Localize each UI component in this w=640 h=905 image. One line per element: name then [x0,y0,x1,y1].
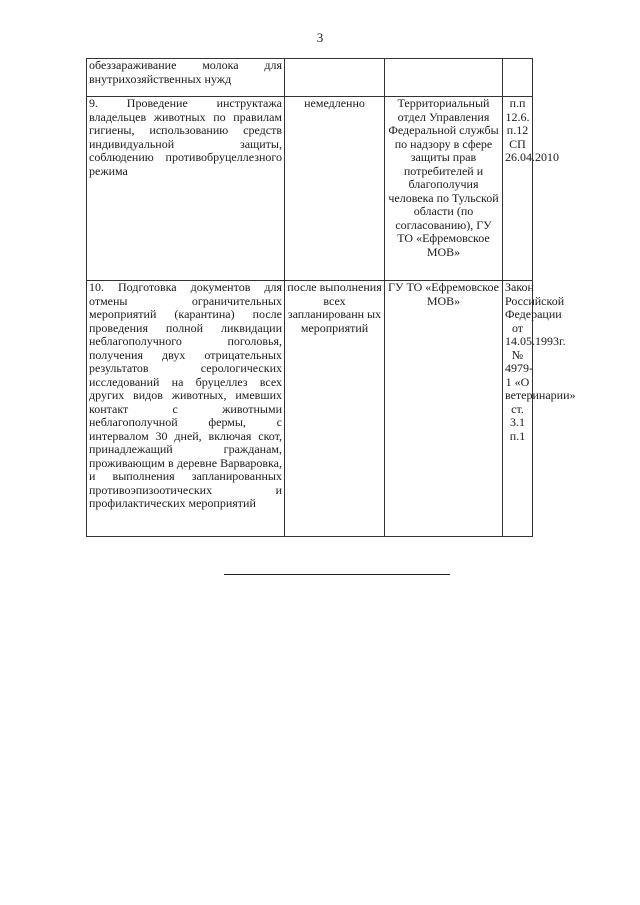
measure-cell: 9. Проведение инструктажа владельцев животных по правилам гигиены, использованию средств индивидуальной защиты, соблюдению противобруцеллезного режима [87,97,285,281]
measure-cell: обеззараживание молока для внутрихозяйственных нужд [87,59,285,97]
measure-cell: 10. Подготовка документов для отмены ограничительных мероприятий (карантина) после проведения полной ликвидации неблагополучного поголовья, получения двух отрицательных результатов серологических исследований на бруцеллез всех других видов животных, имевших контакт с животными неблагополучной фермы, с интервалом 30 дней, включая скот, принадлежащий гражданам, проживающим в деревне Варваровка, и выполнения запланированных противоэпизоотических и профилактических мероприятий [87,281,285,537]
page-number: 3 [316,30,324,45]
deadline-cell: после выполнения всех запланированн ых мероприятий [285,281,385,537]
responsible-cell: ГУ ТО «Ефремовское МОВ» [385,281,503,537]
basis-cell [503,59,533,97]
deadline-cell: немедленно [285,97,385,281]
responsible-cell [385,59,503,97]
measures-table [86,58,576,537]
table-row [87,59,533,97]
deadline-cell [285,59,385,97]
responsible-cell: Территориальный отдел Управления Федеральной службы по надзору в сфере защиты прав потребителей и благополучия человека по Тульской области (по согласованию), ГУ ТО «Ефремовское МОВ» [385,97,503,281]
table-row [87,281,533,537]
table-row [87,97,533,281]
separator-line [224,574,450,575]
basis-cell: п.п 12.6. п.12 СП 26.04.2010 [503,97,533,281]
basis-cell: Закон Российской Федерации от 14.05.1993г. № 4979-1 «О ветеринарии» ст. 3.1 п.1 [503,281,533,537]
